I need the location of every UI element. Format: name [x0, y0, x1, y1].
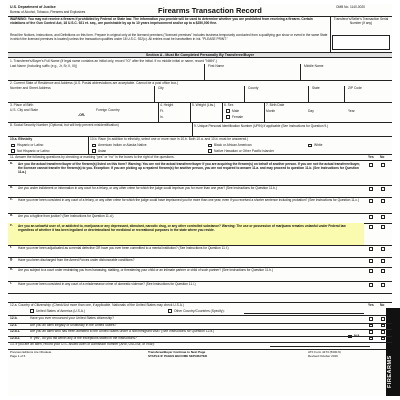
- q11-yes-checkbox[interactable]: [369, 199, 373, 203]
- yes-header: Yes: [368, 155, 374, 159]
- rule: [222, 102, 223, 122]
- county-field[interactable]: [244, 91, 308, 102]
- zip-field[interactable]: [344, 91, 392, 102]
- footer-revised: Revised October 2016: [308, 354, 338, 358]
- q2-zip-label: ZIP Code: [348, 86, 362, 90]
- q11-yes-checkbox[interactable]: [369, 283, 373, 287]
- q7-year: Year: [348, 109, 355, 113]
- race-asian-label: Asian: [98, 148, 107, 153]
- q12-yes-checkbox[interactable]: [369, 324, 373, 328]
- q12a-label: 12.a. Country of Citizenship: (Check/List more than one, if applicable. Nationals of the United States may check U.S.A.): [10, 303, 184, 307]
- q11-no-checkbox[interactable]: [381, 215, 385, 219]
- q12-no-checkbox[interactable]: [381, 337, 385, 341]
- q7-day: Day: [308, 109, 314, 113]
- q11-yes-checkbox[interactable]: [369, 259, 373, 263]
- race-white-label: White: [314, 143, 323, 147]
- no-header-12: No: [380, 303, 385, 307]
- q7-month: Month: [266, 109, 276, 113]
- race-pacific-islander-label: Native Hawaiian or Other Pacific Islander: [214, 148, 275, 153]
- sex-female-label: Female: [232, 114, 243, 119]
- transferor-serial-label: Transferor's/Seller's Transaction Serial Number (If any): [333, 17, 389, 25]
- q2-label: 2. Current State of Residence and Address (U.S. Postal abbreviations are acceptable. Cannot be a post office box.): [10, 81, 179, 85]
- bureau-name: Bureau of Alcohol, Tobacco, Firearms and Explosives: [10, 10, 86, 14]
- race-asian-checkbox[interactable]: [92, 149, 96, 153]
- form-title: Firearms Transaction Record: [158, 6, 262, 15]
- sex-female-checkbox[interactable]: [226, 115, 230, 119]
- q2-county-label: County: [248, 86, 259, 90]
- sex-male-label: Male: [232, 108, 240, 113]
- footer-continue: Transferee/Buyer Continue to Next Page: [148, 350, 206, 354]
- rule: [192, 122, 193, 136]
- q11-intro: 11. Answer the following questions by checking or marking "yes" or "no" in the boxes to the right of the questions.: [10, 155, 175, 159]
- street-address-field[interactable]: [8, 91, 154, 102]
- q2-state-label: State: [312, 86, 320, 90]
- race-black-label: Black or African American: [214, 143, 252, 147]
- rule: [330, 16, 331, 52]
- not-hispanic-checkbox[interactable]: [11, 149, 15, 153]
- q5-label: 5. Weight (Lbs.): [192, 103, 216, 107]
- q8-label: 8. Social Security Number (Optional, but will help prevent misidentification): [10, 123, 119, 127]
- q6-label: 6. Sex: [224, 103, 234, 107]
- rule: [264, 102, 265, 122]
- q1-middle-name-label: Middle Name: [304, 64, 324, 68]
- q13-label: 13. If you are an alien, record your U.S.-Issued Alien or Admission number (AR#, USCIS#, or I94#):: [10, 342, 155, 346]
- q11-no-checkbox[interactable]: [381, 163, 385, 167]
- q11-no-checkbox[interactable]: [381, 259, 385, 263]
- q11-no-checkbox[interactable]: [381, 283, 385, 287]
- q12-item-text: Have you ever renounced your United States citizenship?: [30, 316, 114, 320]
- q12-item-id: 12.b.: [10, 316, 18, 320]
- sex-male-checkbox[interactable]: [226, 109, 230, 113]
- rule: [190, 102, 191, 122]
- q11-item-text: Are you an unlawful user of, or addicted to, marijuana or any depressant, stimulant, narcotic drug, or any other controlled substance? Warning: The use or possession of marijuana remains unlawful under Federal law regardless of whether it has been legalized or decriminalized for medicinal or recreational purposes in the state where you reside.: [18, 224, 346, 232]
- race-american-indian-checkbox[interactable]: [92, 144, 96, 148]
- q3-foreign-label: Foreign Country: [96, 108, 120, 112]
- last-name-field[interactable]: [8, 69, 204, 80]
- q11-no-checkbox[interactable]: [381, 247, 385, 251]
- q12-yes-checkbox[interactable]: [369, 337, 373, 341]
- q11-no-checkbox[interactable]: [381, 225, 385, 229]
- q11-yes-checkbox[interactable]: [369, 187, 373, 191]
- firearms-side-tab: FIREARMS: [386, 308, 400, 396]
- omb-number: OMB No. 1140-0020: [336, 5, 365, 9]
- q12-item-text: Are you an alien who has been admitted to the United States under a nonimmigrant visa? (See Instructions for Question 12.d.): [30, 329, 215, 333]
- q11-item-text: Have you ever been convicted in any court of a felony, or any other crime for which the judge could have imprisoned you for more than one year, even if you received a shorter sentence including probation? (See Instructions for Question 11.c.): [18, 198, 359, 202]
- state-field[interactable]: [308, 91, 344, 102]
- q12-no-checkbox[interactable]: [381, 324, 385, 328]
- footer-page: Page 1 of 6: [10, 354, 26, 358]
- q3-or-label: -OR-: [78, 113, 86, 117]
- rule: [8, 293, 392, 294]
- q10b-label: 10.b. Race (In addition to ethnicity, select one or more race in 10.b. Both 10.a. and 10.b. must be answered.): [90, 137, 249, 141]
- q11-item-text: Are you the actual transferee/buyer of the firearm(s) listed on this form? Warning: You are not the actual transferee/buyer if you are acquiring the firearm(s) on behalf of another person. If you are not the actual transferee/buyer, the licensee cannot transfer the firearm(s) to you. Exception: If you are picking up a repaired firearm(s) for another person, you are not required to answer 11.a. and may proceed to question 11.b. (See Instructions for Question 11.a.): [18, 162, 361, 174]
- q12-yes-checkbox[interactable]: [369, 317, 373, 321]
- q7-label: 7. Birth Date: [266, 103, 285, 107]
- race-black-checkbox[interactable]: [208, 144, 212, 148]
- citizenship-other-checkbox[interactable]: [168, 309, 172, 313]
- instructions-text: Read the Notices, Instructions, and Definitions on this form. Prepare in original only at the licensed premises ("licensed premises" includes business temporarily conducted from a qualifying gun show or event in the same State in which the licensed premises is located) unless the transaction qualifies under 18 U.S.C. 922(c). All entries must be handwritten in ink. "PLEASE PRINT.": [10, 33, 328, 42]
- city-field[interactable]: [154, 91, 244, 102]
- middle-name-field[interactable]: [300, 69, 392, 80]
- warning-text: WARNING: You may not receive a firearm if prohibited by Federal or State law. The information you provide will be used to determine whether you are prohibited from receiving a firearm. Certain violations of the Gun Control Act, 18 U.S.C. 921 et. seq., are punishable by up to 10 years imprisonment and/or up to a $250,000 fine.: [10, 17, 313, 26]
- q11-item-text: Are you subject to a court order restraining you from harassing, stalking, or threatening your child or an intimate partner or child of such partner? (See Instructions for Question 11.h.): [18, 268, 273, 272]
- q12-item-id: 12.d.1.: [10, 329, 21, 333]
- q12-item-id: 12.c.: [10, 322, 18, 327]
- q12d2-na-label: N/A: [354, 334, 360, 338]
- q12-no-checkbox[interactable]: [381, 317, 385, 321]
- q11-item-id: b.: [10, 185, 13, 189]
- q11-yes-checkbox[interactable]: [369, 215, 373, 219]
- not-hispanic-label: Not Hispanic or Latino: [17, 148, 50, 153]
- citizenship-other-field[interactable]: [244, 313, 364, 314]
- q11-item-id: h.: [10, 267, 13, 271]
- q11-item-text: Have you ever been convicted in any court of a misdemeanor crime of domestic violence? (See Instructions for Question 11.i.): [18, 282, 196, 286]
- q11-item-id: g.: [10, 257, 13, 261]
- q4-ft: Ft.: [160, 109, 164, 113]
- no-header: No: [380, 155, 385, 159]
- q4-label: 4. Height: [160, 103, 174, 107]
- q11-item-text: Have you been discharged from the Armed Forces under dishonorable conditions?: [18, 258, 135, 262]
- footer-previous-editions: Previous Editions Are Obsolete: [10, 350, 52, 354]
- atf-form-4473: [8, 4, 392, 396]
- q10a-label: 10.a. Ethnicity: [10, 137, 33, 141]
- q11-no-checkbox[interactable]: [381, 187, 385, 191]
- first-name-field[interactable]: [204, 69, 300, 80]
- q11-item-id: a.: [10, 161, 13, 165]
- transferor-serial-field[interactable]: [332, 35, 390, 50]
- q11-yes-checkbox[interactable]: [369, 247, 373, 251]
- alien-number-field[interactable]: [270, 346, 370, 347]
- q2-city-label: City: [158, 86, 164, 90]
- race-american-indian-label: American Indian or Alaska Native: [98, 143, 147, 147]
- q11-item-id: e.: [10, 223, 13, 227]
- rule: [8, 342, 392, 343]
- q11-item-text: Are you under indictment or information in any court for a felony, or any other crime for which the judge could imprison you for more than one year? (See Instructions for Question 11.b.): [18, 186, 277, 190]
- q11-yes-checkbox[interactable]: [369, 163, 373, 167]
- hispanic-checkbox[interactable]: [11, 144, 15, 148]
- q11-yes-checkbox[interactable]: [369, 225, 373, 229]
- q11-yes-checkbox[interactable]: [369, 269, 373, 273]
- footer-form-number: ATF Form 4473 (5300.9): [308, 350, 341, 354]
- citizenship-usa-label: United States of America (U.S.A.): [36, 308, 85, 313]
- q11-no-checkbox[interactable]: [381, 199, 385, 203]
- q4-in: In.: [160, 115, 164, 119]
- rule: [8, 160, 392, 161]
- q11-item-id: d.: [10, 213, 13, 217]
- citizenship-usa-checkbox[interactable]: [30, 309, 34, 313]
- yes-header-12: Yes: [368, 303, 374, 307]
- citizenship-other-label: Other Country/Countries (Specify):: [174, 308, 225, 313]
- q9-label: 9. Unique Personal Identification Number (UPIN) if applicable (See Instructions for Question 9.): [194, 123, 329, 128]
- rule: [88, 136, 89, 154]
- dept-name: U.S. Department of Justice: [10, 5, 56, 9]
- q11-item-text: Are you a fugitive from justice? (See Instructions for Question 11.d.): [18, 214, 114, 218]
- q11-item-id: c.: [10, 197, 13, 201]
- section-a-heading: Section A - Must Be Completed Personally By Transferee/Buyer: [8, 52, 392, 58]
- q3-us-label: U.S. City and State: [10, 108, 39, 112]
- q1-first-name-label: First Name: [208, 64, 225, 68]
- q12-item-text: If "yes", do you fall within any of the exceptions stated in the instructions?: [30, 335, 137, 340]
- q12-item-id: 12.d.2.: [10, 335, 21, 340]
- q1-last-name-label: Last Name (Including suffix (e.g., Jr, Sr, II, III)): [10, 64, 77, 68]
- q11-item-text: Have you ever been adjudicated as a mental defective OR have you ever been committed to a mental institution? (See Instructions for Question 11.f.): [18, 246, 229, 250]
- footer-staple: STAPLE IF PAGES BECOME SEPARATED: [148, 354, 208, 358]
- q11-item-id: i.: [10, 282, 12, 285]
- q11-no-checkbox[interactable]: [381, 269, 385, 273]
- q12-yes-checkbox[interactable]: [369, 330, 373, 334]
- q12-item-text: Are you an alien illegally or unlawfully in the United States?: [30, 322, 117, 327]
- q11-item-id: f.: [10, 245, 13, 249]
- rule: [158, 102, 159, 122]
- q3-label: 3. Place of Birth: [10, 103, 34, 107]
- race-pacific-islander-checkbox[interactable]: [208, 149, 212, 153]
- hispanic-label: Hispanic or Latino: [17, 143, 44, 147]
- q1-label: 1. Transferee's/Buyer's Full Name (If legal name contains an initial only, record "IO" after the initial. If no middle initial or name, record "NMN".): [10, 59, 217, 63]
- q12-no-checkbox[interactable]: [381, 330, 385, 334]
- q2-street-label: Number and Street Address: [10, 86, 51, 90]
- race-white-checkbox[interactable]: [308, 144, 312, 148]
